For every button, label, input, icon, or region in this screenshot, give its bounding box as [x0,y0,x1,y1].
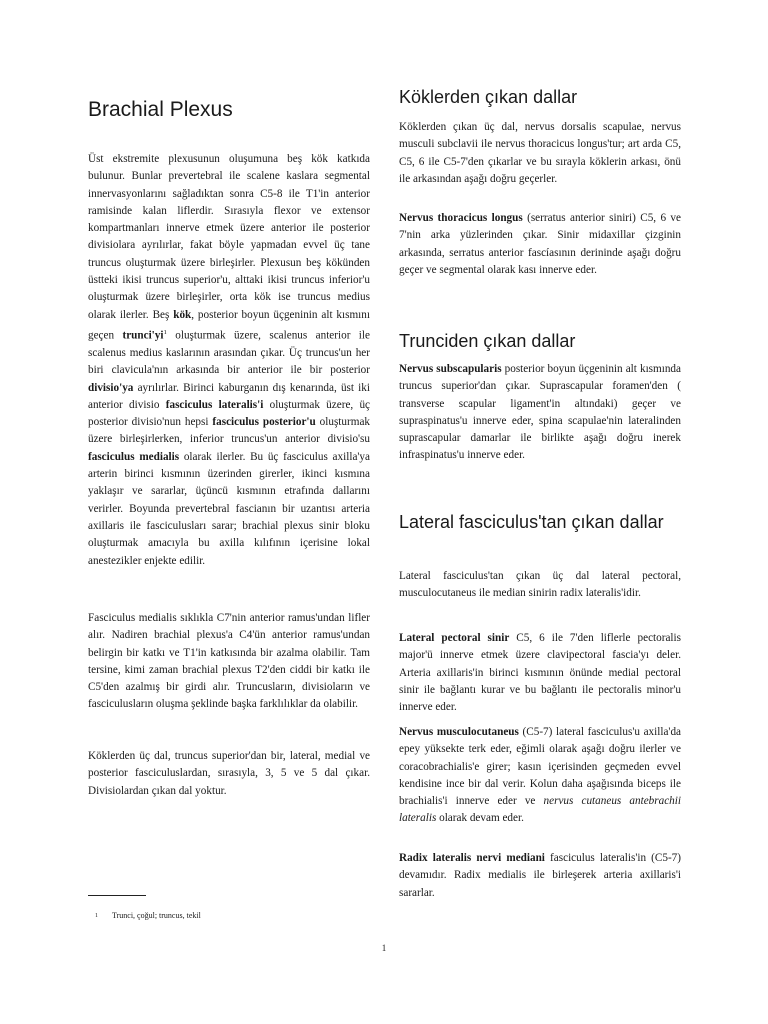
footnote-text: Trunci, çoğul; truncus, tekil [112,911,201,920]
intro-paragraph: Üst ekstremite plexusunun oluşumuna beş kök katkıda bulunur. Bunlar prevertebral ile scalene kaslara segmental innervasyonlarını sağladıktan sonra C5-8 ile T1'in anterior ramisinde kalan liflerdir. Sırasıyla flexor ve extensor kompartmanları innerve etmek üzere anterior ile posterior divisiolara ayrılırlar, fakat böyle yapmadan evvel üç tane truncus oluşturmak üzere birleşirler. Plexusun beş kökünden üstteki ikisi truncus superior'u, alttaki ikisi truncus inferior'u oluşturmak üzere birleşirler, orta kök ise truncus medius olarak ilerler. Beş kök, posterior boyun üçgeninin alt kısmını geçen $trunci'yi^1$ oluşturmak üzere, scalenus anterior ile scalenus medius kaslarının arasından çıkar. Üç truncus'un her biri clavicula'nın arkasında bir anterior ile bir posterior divisio'ya ayrılırlar. Birinci kaburganın dış kenarında, üst iki anterior divisio fasciculus lateralis'i oluşturmak üzere, üç posterior divisio'nun hepsi fasciculus posterior'u oluşturmak üzere birleşirlerken, inferior truncus'un anterior divisio'su fasciculus medialis olarak ilerler. Bu üç fasciculus axilla'ya arterin birinci kısmının üzerinden girerler, ikinci kısmına yaklaşır ve sararlar, üçüncü kısmının etrafında dallarını verirler. Boyunda prevertebral fascianın bir uzantısı arteria axillaris ile fasciculusları sarar; brachial plexus sinir bloku oluşturmak amacıyla bu axilla kılıfının içerisine lokal anestezikler enjekte edilir. [88,153,371,567]
term-fasciculus-medialis: fasciculus medialis [88,450,180,463]
term-kok: kök [173,308,192,321]
section-lateral-fasciculus [399,508,681,537]
term-nervus-subscapularis: Nervus subscapularis [399,363,502,375]
section-heading-roots: Köklerden çıkan dallar [399,87,578,107]
term-nervus-thoracicus-longus: Nervus thoracicus longus [399,212,523,224]
term-nervus-musculocutaneus: Nervus musculocutaneus [399,726,519,738]
term-fasciculus-posterior: fasciculus posterior'u [212,416,316,429]
term-lateral-pectoral-sinir: Lateral pectoral sinir [399,632,510,644]
roots-paragraph-1: Köklerden çıkan üç dal, nervus dorsalis scapulae, nervus musculi subclavii ile nervus thoracicus longus'tur; art arda C5, C5, 6 ile C5-7'den çıkarlar ve bu sırayla köklerin arkası, önü ile arkasından aşağı doğru geçerler. [399,121,681,185]
term-fasciculus-lateralis: fasciculus lateralis'i [165,398,264,411]
footnote-mark: 1 [95,913,98,919]
section-heading-lateral-fasciculus: Lateral fasciculus'tan çıkan dallar [399,512,664,532]
term-divisio: divisio'ya [88,381,134,394]
footnote-rule [88,895,146,896]
page-number: 1 [381,943,387,953]
lateral-paragraph-2: Lateral pectoral sinir C5, 6 ile 7'den liflerle pectoralis major'ü innerve etmek üzere clavipectoral fascia'yı deler. Arteria axillaris'in birinci kısmının önünde medial pectoral sinir ile bağlantı kurar ve bu bağlantı ile pectoralis minor'u innerve eder. [399,632,681,714]
term-radix-lateralis-nervi-mediani: Radix lateralis nervi mediani [399,852,545,864]
section-heading-trunci: Trunciden çıkan dallar [399,331,576,351]
section-trunci [399,327,681,356]
lateral-paragraph-3: Nervus musculocutaneus (C5-7) lateral fasciculus'u axilla'da epey yüksekte terk eder, eğimli olarak aşağı doğru ilerler ve coracobrachialis'e girer; kasın içerisinden geçmeden evvel kendisine ince bir dal verir. Kolun daha aşağısında biceps ile brachialis'i innerve eder ve nervus cutaneus antebrachii lateralis olarak devam eder. [399,726,682,825]
trunci-paragraph: Nervus subscapularis posterior boyun üçgeninin alt kısmında truncus superior'dan çıkar. Suprascapular foramen'den ( transverse scapular ligament'in altındaki) geçer ve supraspinatus'u innerve eder, spina scapulae'nin lateralinden suprascapular damarlar ile birlikte aşağı doğru inerek infraspinatus'u innerve eder. [399,363,681,462]
branches-summary-paragraph: Köklerden üç dal, truncus superior'dan bir, lateral, medial ve posterior fasciculuslardan, sırasıyla, 3, 5 ve 5 dal çıkar. Divisiolardan çıkan dal yoktur. [88,750,370,797]
page-title: Brachial Plexus [88,98,233,121]
roots-paragraph-2: Nervus thoracicus longus (serratus anterior siniri) C5, 6 ve 7'nin arka yüzlerinden çıkar. Sinir midaxillar çizginin arkasında, serratus anterior fascíasının derininde aşağı doğru geçer ve segmental olarak kası innerve eder. [399,212,681,276]
term-nervus-cutaneus-antebrachii-lateralis: nervus cutaneus antebrachii lateralis [399,795,681,825]
footnote-ref[interactable]: 1 [163,328,167,336]
term-trunci: trunci'yi [122,329,164,342]
variations-paragraph: Fasciculus medialis sıklıkla C7'nin anterior ramus'undan lifler alır. Nadiren brachial plexus'a C4'ün anterior ramus'undan belirgin bir katkı ve T1'in katkısında bir azalma olabilir. Tam tersine, kimi zaman brachial plexus T2'den ciddi bir katkı ile C5'den azalmış bir girdi alır. Truncusların, divisioların ve fasciculusların oluşma şeklinde başka farklılıklar da olabilir. [88,612,370,711]
section-roots [399,83,681,112]
lateral-paragraph-1: Lateral fasciculus'tan çıkan üç dal lateral pectoral, musculocutaneus ile median sinirin radix lateralis'idir. [399,570,681,600]
footnote [95,910,355,922]
lateral-paragraph-4: Radix lateralis nervi mediani fasciculus lateralis'in (C5-7) devamıdır. Radix medialis ile birleşerek arteria axillaris'i sararlar. [399,852,682,899]
